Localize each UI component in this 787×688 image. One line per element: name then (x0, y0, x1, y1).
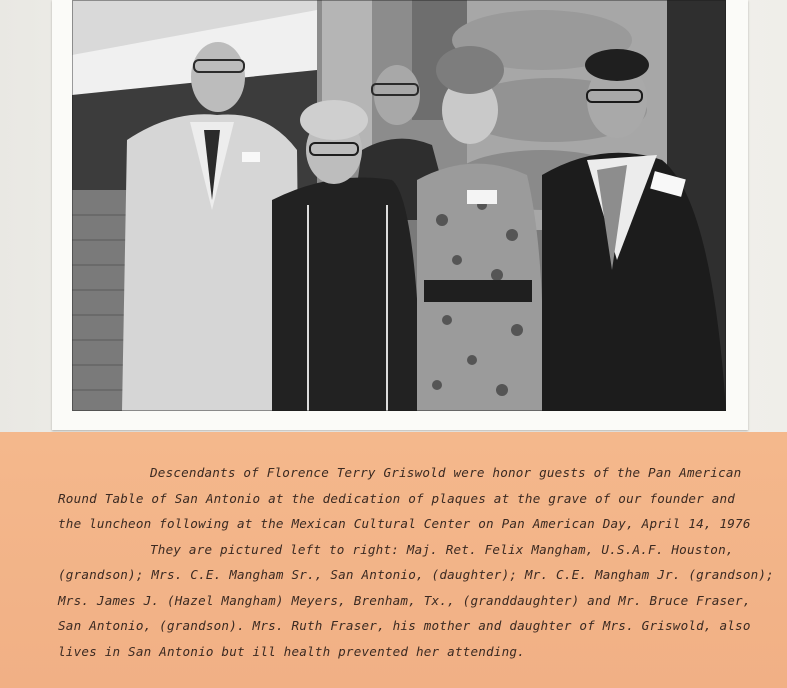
caption-line: the luncheon following at the Mexican Cultural Center on Pan American Day, April 14, 1976 (58, 516, 751, 531)
caption-line: They are pictured left to right: Maj. Ret. Felix Mangham, U.S.A.F. Houston, (150, 541, 734, 557)
caption-line: Round Table of San Antonio at the dedication of plaques at the grave of our founder and (58, 490, 736, 506)
caption-text (58, 460, 778, 664)
group-photograph (72, 0, 726, 411)
caption-card (0, 432, 787, 688)
caption-line: San Antonio, (grandson). Mrs. Ruth Fraser, his mother and daughter of Mrs. Griswold, also (58, 618, 751, 633)
caption-line: Mrs. James J. (Hazel Mangham) Meyers, Brenham, Tx., (granddaughter) and Mr. Bruce Fraser, (58, 592, 751, 608)
caption-line: Descendants of Florence Terry Griswold were honor guests of the Pan American (150, 465, 742, 480)
caption-line: (grandson); Mrs. C.E. Mangham Sr., San Antonio, (daughter); Mr. C.E. Mangham Jr. (grandson); (58, 567, 774, 582)
caption-line: lives in San Antonio but ill health prevented her attending. (58, 643, 525, 659)
